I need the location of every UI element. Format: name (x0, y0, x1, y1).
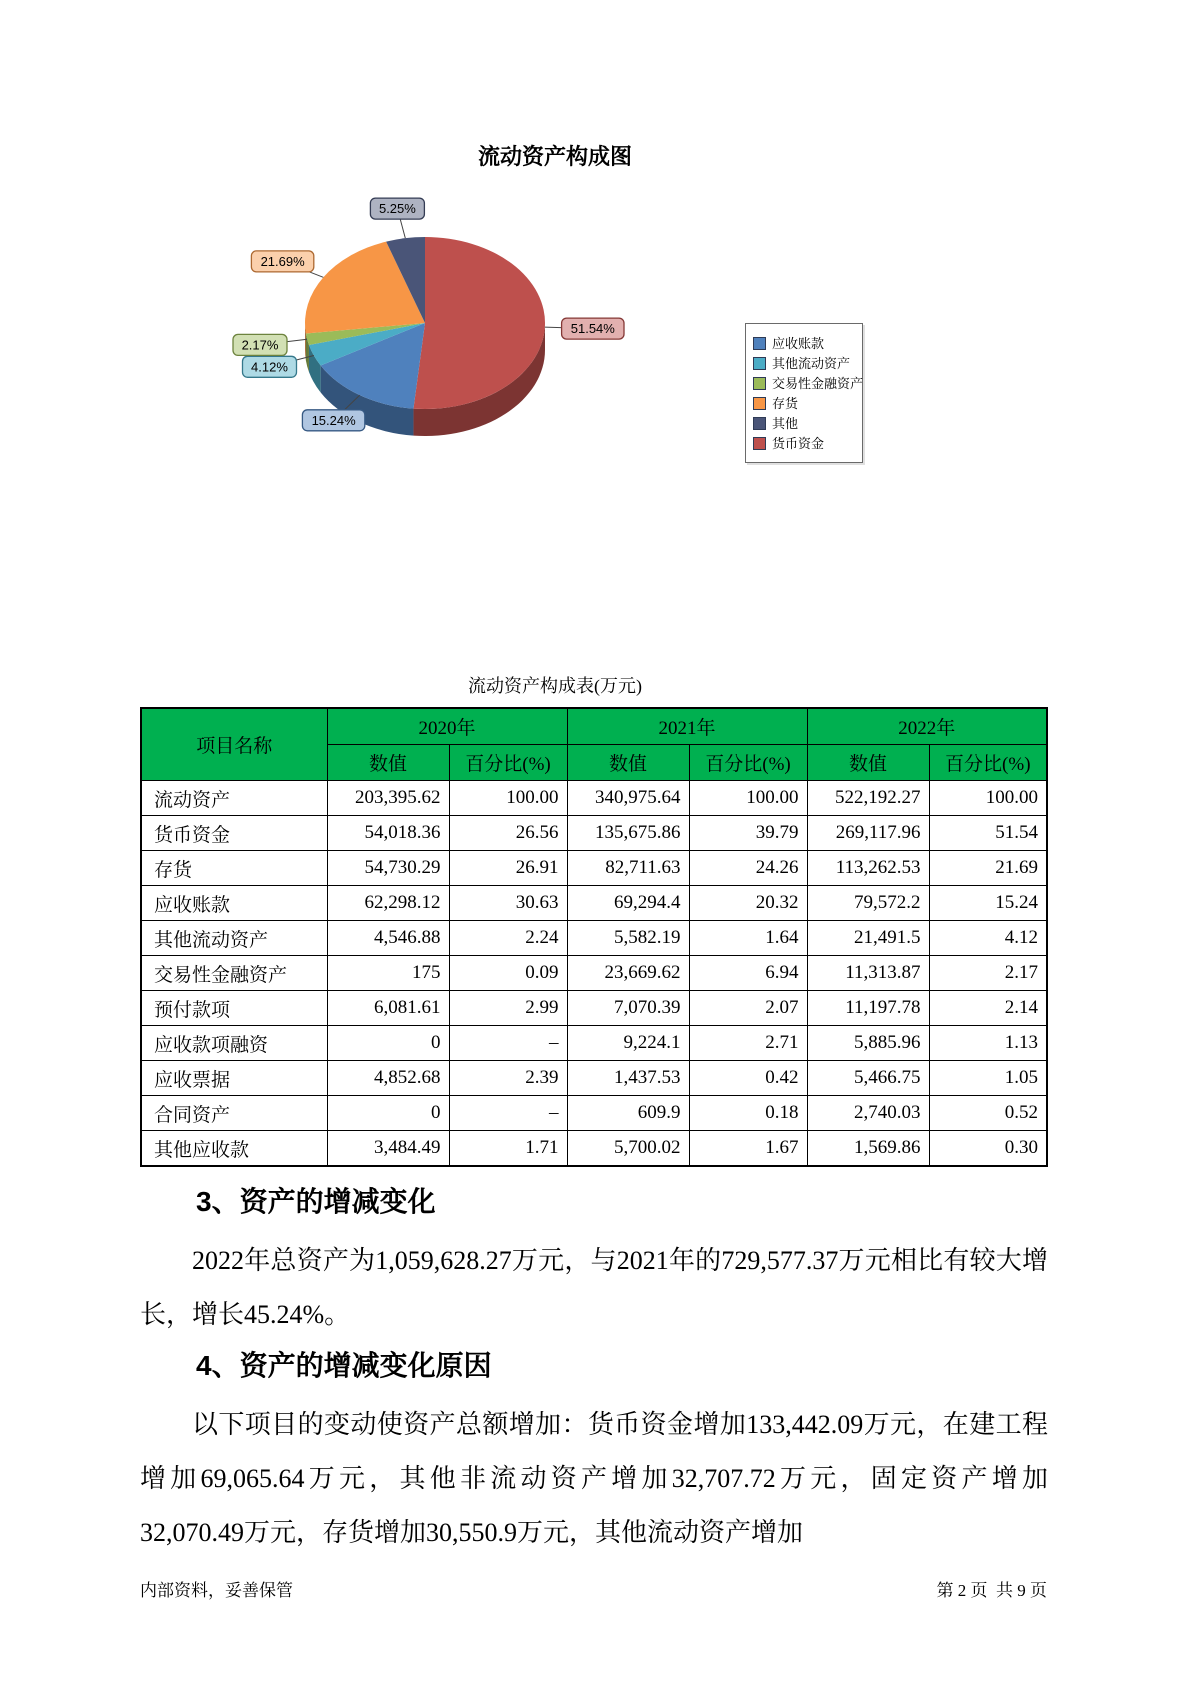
cell-value: 1.67 (689, 1131, 807, 1167)
cell-value: 24.26 (689, 851, 807, 886)
cell-value: 6.94 (689, 956, 807, 991)
table-row (141, 991, 1047, 1026)
cell-item-name: 其他应收款 (141, 1131, 327, 1167)
cell-value: 2.71 (689, 1026, 807, 1061)
legend-swatch (753, 337, 766, 350)
cell-value: 1,569.86 (807, 1131, 929, 1167)
table-row (141, 781, 1047, 816)
cell-value: 54,730.29 (327, 851, 449, 886)
col-header-percent: 百分比(%) (929, 745, 1047, 781)
cell-value: 7,070.39 (567, 991, 689, 1026)
legend-swatch (753, 437, 766, 450)
cell-value: 1,437.53 (567, 1061, 689, 1096)
table-row (141, 886, 1047, 921)
table-row (141, 1026, 1047, 1061)
legend-item (753, 413, 855, 433)
col-header-percent: 百分比(%) (689, 745, 807, 781)
cell-value: 2.39 (449, 1061, 567, 1096)
cell-value: 4.12 (929, 921, 1047, 956)
cell-value: 9,224.1 (567, 1026, 689, 1061)
col-header-percent: 百分比(%) (449, 745, 567, 781)
cell-value: 2.17 (929, 956, 1047, 991)
cell-value: 0.09 (449, 956, 567, 991)
cell-value: 6,081.61 (327, 991, 449, 1026)
cell-value: 5,466.75 (807, 1061, 929, 1096)
cell-value: 1.13 (929, 1026, 1047, 1061)
table-row (141, 816, 1047, 851)
col-header-value: 数值 (807, 745, 929, 781)
cell-item-name: 交易性金融资产 (141, 956, 327, 991)
asset-table-body (141, 781, 1047, 1167)
cell-value: 0 (327, 1096, 449, 1131)
cell-item-name: 合同资产 (141, 1096, 327, 1131)
pie-label-0: 51.54% (570, 321, 615, 337)
cell-value: 23,669.62 (567, 956, 689, 991)
col-header-value: 数值 (327, 745, 449, 781)
cell-value: 30.63 (449, 886, 567, 921)
cell-value: 2.07 (689, 991, 807, 1026)
cell-value: 62,298.12 (327, 886, 449, 921)
cell-value: 135,675.86 (567, 816, 689, 851)
cell-value: 269,117.96 (807, 816, 929, 851)
cell-value: 4,546.88 (327, 921, 449, 956)
cell-item-name: 其他流动资产 (141, 921, 327, 956)
cell-item-name: 应收款项融资 (141, 1026, 327, 1061)
table-row (141, 1131, 1047, 1167)
cell-value: 175 (327, 956, 449, 991)
cell-item-name: 货币资金 (141, 816, 327, 851)
pie-label-5: 5.25% (378, 201, 416, 217)
legend-swatch (753, 377, 766, 390)
pie-chart-title: 流动资产构成图 (477, 144, 632, 169)
col-header-year-2021: 2021年 (567, 708, 807, 745)
table-row (141, 1061, 1047, 1096)
cell-value: 11,313.87 (807, 956, 929, 991)
cell-value: 203,395.62 (327, 781, 449, 816)
cell-value: 2.99 (449, 991, 567, 1026)
legend-item (753, 333, 855, 353)
cell-value: 21.69 (929, 851, 1047, 886)
asset-table-header (141, 708, 1047, 781)
section-heading-3: 3、资产的增减变化 (196, 1186, 436, 1217)
cell-value: 11,197.78 (807, 991, 929, 1026)
legend-item (753, 353, 855, 373)
cell-value: 54,018.36 (327, 816, 449, 851)
cell-value: – (449, 1096, 567, 1131)
legend-item (753, 433, 855, 453)
col-header-year-2022: 2022年 (807, 708, 1047, 745)
table-title: 流动资产构成表(万元) (468, 676, 642, 696)
cell-value: – (449, 1026, 567, 1061)
legend-label: 其他 (772, 415, 799, 431)
legend-label: 交易性金融资产 (772, 375, 864, 391)
col-header-item: 项目名称 (141, 708, 327, 781)
cell-value: 0 (327, 1026, 449, 1061)
cell-value: 20.32 (689, 886, 807, 921)
cell-value: 15.24 (929, 886, 1047, 921)
cell-value: 100.00 (449, 781, 567, 816)
cell-value: 340,975.64 (567, 781, 689, 816)
legend-item (753, 393, 855, 413)
cell-value: 69,294.4 (567, 886, 689, 921)
section-paragraph-4: 以下项目的变动使资产总额增加：货币资金增加133,442.09万元，在建工程增加69,065.64万元，其他非流动资产增加32,707.72万元，固定资产增加32,070.49万元，存货增加30,550.9万元，其他流动资产增加 (140, 1410, 1048, 1547)
cell-value: 5,885.96 (807, 1026, 929, 1061)
legend-item (753, 373, 864, 393)
section-heading-4: 4、资产的增减变化原因 (196, 1350, 492, 1381)
pie-label-3: 2.17% (241, 337, 279, 353)
cell-value: 2.14 (929, 991, 1047, 1026)
col-header-year-2020: 2020年 (327, 708, 567, 745)
pie-chart (150, 182, 770, 482)
cell-value: 1.71 (449, 1131, 567, 1167)
cell-value: 522,192.27 (807, 781, 929, 816)
pie-legend (745, 323, 863, 463)
cell-value: 100.00 (689, 781, 807, 816)
legend-label: 应收账款 (772, 335, 825, 351)
pie-label-2: 4.12% (251, 359, 288, 375)
legend-label: 其他流动资产 (772, 355, 851, 371)
cell-value: 0.52 (929, 1096, 1047, 1131)
cell-value: 0.42 (689, 1061, 807, 1096)
cell-value: 113,262.53 (807, 851, 929, 886)
pie-label-1: 15.24% (311, 412, 356, 428)
cell-value: 21,491.5 (807, 921, 929, 956)
cell-value: 3,484.49 (327, 1131, 449, 1167)
cell-item-name: 流动资产 (141, 781, 327, 816)
table-row (141, 921, 1047, 956)
cell-value: 100.00 (929, 781, 1047, 816)
footer-confidential-note: 内部资料，妥善保管 (140, 1581, 293, 1600)
section-paragraph-3: 2022年总资产为1,059,628.27万元，与2021年的729,577.37万元相比有较大增长，增长45.24%。 (140, 1246, 1048, 1329)
table-row (141, 1096, 1047, 1131)
cell-item-name: 预付款项 (141, 991, 327, 1026)
cell-value: 5,700.02 (567, 1131, 689, 1167)
table-row (141, 851, 1047, 886)
legend-label: 存货 (772, 395, 799, 411)
asset-table (140, 707, 1048, 1167)
table-row (141, 956, 1047, 991)
legend-swatch (753, 417, 766, 430)
legend-label: 货币资金 (772, 435, 825, 451)
cell-value: 79,572.2 (807, 886, 929, 921)
cell-value: 51.54 (929, 816, 1047, 851)
cell-item-name: 应收票据 (141, 1061, 327, 1096)
cell-value: 1.64 (689, 921, 807, 956)
cell-value: 609.9 (567, 1096, 689, 1131)
cell-value: 2,740.03 (807, 1096, 929, 1131)
cell-value: 4,852.68 (327, 1061, 449, 1096)
pie-label-4: 21.69% (260, 253, 305, 269)
cell-value: 39.79 (689, 816, 807, 851)
legend-swatch (753, 357, 766, 370)
col-header-value: 数值 (567, 745, 689, 781)
footer-page-number: 第 2 页 共 9 页 (936, 1581, 1047, 1600)
cell-value: 2.24 (449, 921, 567, 956)
cell-value: 82,711.63 (567, 851, 689, 886)
legend-swatch (753, 397, 766, 410)
cell-value: 0.18 (689, 1096, 807, 1131)
cell-value: 26.91 (449, 851, 567, 886)
cell-value: 26.56 (449, 816, 567, 851)
cell-value: 0.30 (929, 1131, 1047, 1167)
cell-value: 5,582.19 (567, 921, 689, 956)
cell-item-name: 存货 (141, 851, 327, 886)
cell-value: 1.05 (929, 1061, 1047, 1096)
cell-item-name: 应收账款 (141, 886, 327, 921)
